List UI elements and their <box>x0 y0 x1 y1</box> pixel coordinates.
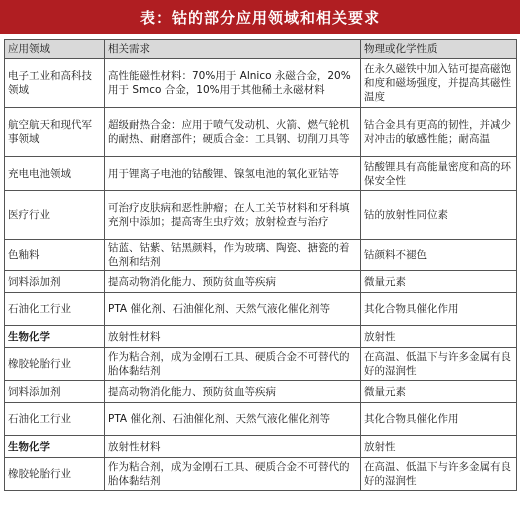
table-row <box>5 240 517 271</box>
cell-demand: 可治疗皮肤病和恶性肿瘤；在人工关节材料和牙科填充剂中添加；提高寄生虫疗效；放射检查与治疗 <box>105 191 361 240</box>
cobalt-applications-table <box>4 39 517 491</box>
cell-property: 钴的放射性同位素 <box>361 191 517 240</box>
cell-property: 在高温、低温下与许多金属有良好的湿润性 <box>361 348 517 381</box>
cell-demand: 作为粘合剂，成为金刚石工具、硬质合金不可替代的胎体黏结剂 <box>105 348 361 381</box>
cell-property: 在高温、低温下与许多金属有良好的湿润性 <box>361 458 517 491</box>
cell-demand: 超级耐热合金：应用于喷气发动机、火箭、燃气轮机的耐热、耐磨部件；硬质合金：工具钢、切削刀具等 <box>105 108 361 157</box>
header-properties: 物理或化学性质 <box>361 40 517 59</box>
cell-field: 色釉料 <box>5 240 105 271</box>
page-title: 表：钴的部分应用领域和相关要求 <box>0 0 520 34</box>
table-row <box>5 271 517 293</box>
table-row <box>5 458 517 491</box>
table-row <box>5 348 517 381</box>
table-row <box>5 59 517 108</box>
cell-field: 橡胶轮胎行业 <box>5 458 105 491</box>
table-row <box>5 326 517 348</box>
cell-property: 放射性 <box>361 436 517 458</box>
cell-demand: 用于锂离子电池的钴酸锂、镍氢电池的氧化亚钴等 <box>105 157 361 191</box>
table-row <box>5 108 517 157</box>
cell-field: 电子工业和高科技领域 <box>5 59 105 108</box>
cell-demand: PTA 催化剂、石油催化剂、天然气液化催化剂等 <box>105 403 361 436</box>
cell-field: 橡胶轮胎行业 <box>5 348 105 381</box>
cell-field: 石油化工行业 <box>5 403 105 436</box>
cell-property: 其化合物具催化作用 <box>361 403 517 436</box>
cell-field: 石油化工行业 <box>5 293 105 326</box>
cell-demand: PTA 催化剂、石油催化剂、天然气液化催化剂等 <box>105 293 361 326</box>
cell-property: 其化合物具催化作用 <box>361 293 517 326</box>
cell-demand: 提高动物消化能力、预防贫血等疾病 <box>105 271 361 293</box>
cell-property: 放射性 <box>361 326 517 348</box>
header-application-field: 应用领域 <box>5 40 105 59</box>
cell-demand: 放射性材料 <box>105 326 361 348</box>
cell-property: 钴酸锂具有高能量密度和高的环保安全性 <box>361 157 517 191</box>
cell-property: 钴合金具有更高的韧性，并减少对冲击的敏感性能；耐高温 <box>361 108 517 157</box>
cell-field: 饲料添加剂 <box>5 271 105 293</box>
table-row <box>5 293 517 326</box>
table-row <box>5 403 517 436</box>
cell-field: 生物化学 <box>5 326 105 348</box>
table-container <box>0 34 520 491</box>
table-row <box>5 157 517 191</box>
cell-field: 医疗行业 <box>5 191 105 240</box>
cell-field: 生物化学 <box>5 436 105 458</box>
cell-property: 微量元素 <box>361 271 517 293</box>
cell-property: 微量元素 <box>361 381 517 403</box>
cell-field: 航空航天和现代军事领域 <box>5 108 105 157</box>
cell-demand: 钴蓝、钴紫、钴黑颜料，作为玻璃、陶瓷、搪瓷的着色剂和结剂 <box>105 240 361 271</box>
cell-demand: 放射性材料 <box>105 436 361 458</box>
cell-demand: 提高动物消化能力、预防贫血等疾病 <box>105 381 361 403</box>
table-row <box>5 381 517 403</box>
cell-demand: 作为粘合剂，成为金刚石工具、硬质合金不可替代的胎体黏结剂 <box>105 458 361 491</box>
table-row <box>5 191 517 240</box>
header-related-demand: 相关需求 <box>105 40 361 59</box>
table-header-row <box>5 40 517 59</box>
cell-demand: 高性能磁性材料：70%用于 Alnico 永磁合金，20%用于 Smco 合金，10%用于其他稀土永磁材料 <box>105 59 361 108</box>
cell-field: 充电电池领域 <box>5 157 105 191</box>
cell-property: 钴颜料不褪色 <box>361 240 517 271</box>
cell-property: 在永久磁铁中加入钴可提高磁饱和度和磁场强度，并提高其磁性温度 <box>361 59 517 108</box>
table-row <box>5 436 517 458</box>
cell-field: 饲料添加剂 <box>5 381 105 403</box>
